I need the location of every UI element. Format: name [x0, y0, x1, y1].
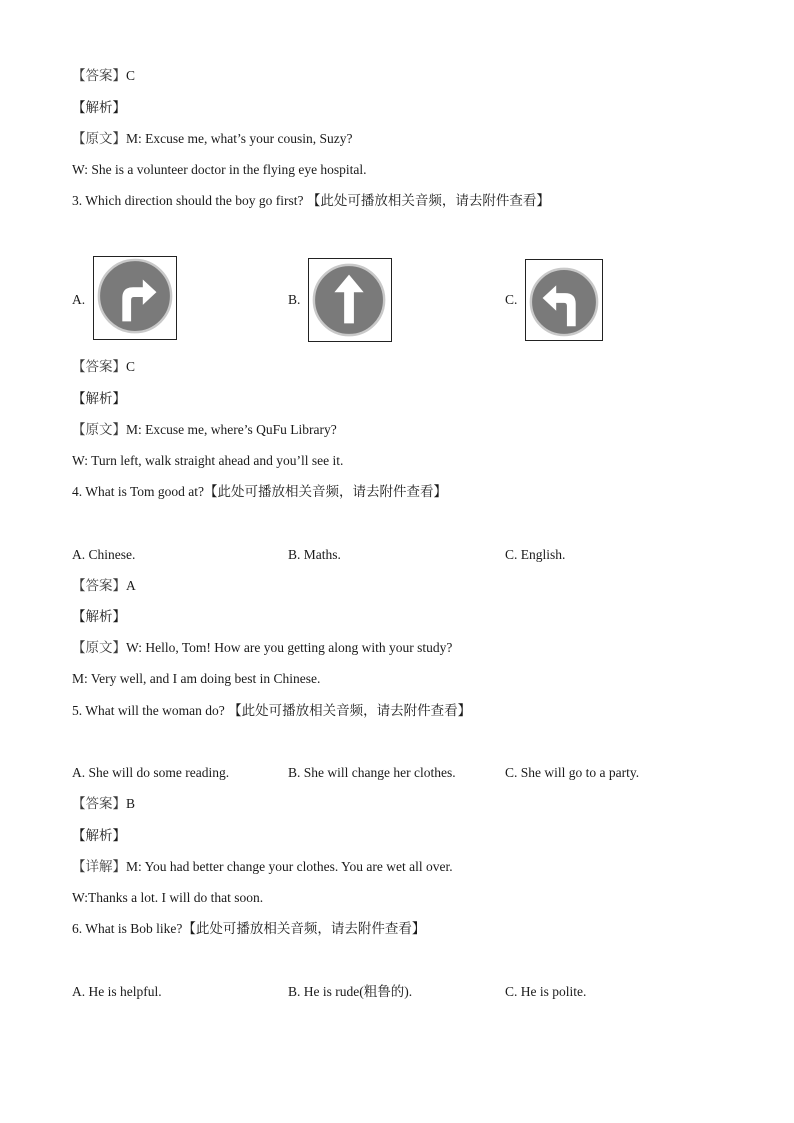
- answer-value: A: [126, 578, 136, 593]
- q5-analysis-tag: 【解析】: [72, 828, 126, 843]
- q2-analysis-tag: 【解析】: [72, 100, 126, 115]
- q6-option-a: A. He is helpful.: [72, 984, 162, 999]
- q3-script-line1: [72, 421, 337, 439]
- q4-script-line1: [72, 639, 452, 657]
- q6-option-c: C. He is polite.: [505, 984, 587, 999]
- straight-ahead-sign-icon: [309, 259, 391, 341]
- q4-answer-line: [72, 577, 136, 595]
- answer-value: B: [126, 796, 136, 811]
- answer-value: C: [126, 359, 136, 374]
- answer-tag: 【答案】: [72, 68, 126, 83]
- q6-question: 6. What is Bob like?【此处可播放相关音频，请去附件查看】: [72, 921, 426, 936]
- answer-value: C: [126, 68, 136, 83]
- q5-answer-line: [72, 795, 135, 813]
- q6-option-b: B. He is rude(粗鲁的).: [288, 984, 413, 999]
- q3-option-b-image: [308, 258, 392, 342]
- q4-analysis-tag: 【解析】: [72, 609, 126, 624]
- q3-option-b-label: B.: [288, 292, 301, 307]
- q5-option-c: C. She will go to a party.: [505, 765, 640, 780]
- q3-question: 3. Which direction should the boy go first? 【此处可播放相关音频，请去附件查看】: [72, 193, 550, 208]
- turn-right-sign-icon: [94, 257, 176, 339]
- script-tag: 【原文】: [72, 640, 126, 655]
- q3-analysis-tag: 【解析】: [72, 391, 126, 406]
- answer-tag: 【答案】: [72, 578, 126, 593]
- q5-option-b: B. She will change her clothes.: [288, 765, 456, 780]
- q2-answer-line: [72, 67, 135, 85]
- q5-script-line2: W:Thanks a lot. I will do that soon.: [72, 890, 264, 905]
- detail-tag: 【详解】: [72, 859, 126, 874]
- q5-script-line1: [72, 858, 453, 876]
- q3-option-c-label: C.: [505, 292, 518, 307]
- q3-option-a-image: [93, 256, 177, 340]
- q5-question: 5. What will the woman do? 【此处可播放相关音频，请去附件查看】: [72, 703, 472, 718]
- script-text: M: Excuse me, what’s your cousin, Suzy?: [126, 131, 353, 146]
- q4-script-line2: M: Very well, and I am doing best in Chinese.: [72, 671, 321, 686]
- q2-script-line1: [72, 130, 352, 148]
- script-tag: 【原文】: [72, 422, 126, 437]
- q3-option-a-label: A.: [72, 292, 86, 307]
- script-text: M: You had better change your clothes. You are wet all over.: [126, 859, 453, 874]
- q4-option-c: C. English.: [505, 547, 566, 562]
- script-text: M: Excuse me, where’s QuFu Library?: [126, 422, 337, 437]
- answer-tag: 【答案】: [72, 796, 126, 811]
- script-text: W: Hello, Tom! How are you getting along with your study?: [126, 640, 453, 655]
- q4-option-a: A. Chinese.: [72, 547, 136, 562]
- q4-question: 4. What is Tom good at?【此处可播放相关音频，请去附件查看】: [72, 484, 448, 499]
- answer-tag: 【答案】: [72, 359, 126, 374]
- q5-option-a: A. She will do some reading.: [72, 765, 230, 780]
- q3-option-c-image: [525, 259, 603, 341]
- q3-script-line2: W: Turn left, walk straight ahead and you’ll see it.: [72, 453, 344, 468]
- q4-option-b: B. Maths.: [288, 547, 341, 562]
- turn-left-sign-icon: [526, 260, 602, 340]
- q3-answer-line: [72, 358, 135, 376]
- q2-script-line2: W: She is a volunteer doctor in the flying eye hospital.: [72, 162, 367, 177]
- script-tag: 【原文】: [72, 131, 126, 146]
